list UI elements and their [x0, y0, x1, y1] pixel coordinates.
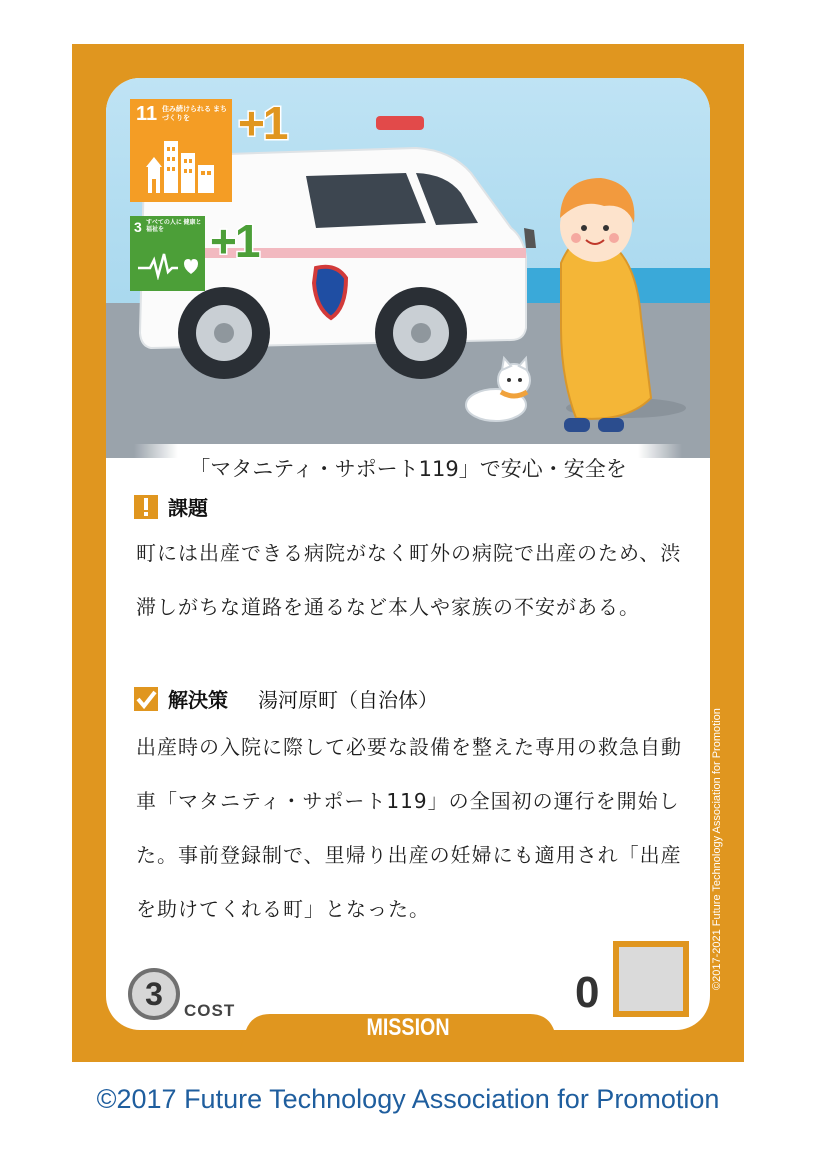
- solution-heading: [134, 684, 438, 713]
- heartbeat-icon: [138, 250, 198, 280]
- problem-text: 町には出産できる病院がなく町外の病院で出産のため、渋滞しがちな道路を通るなど本人や家族の不安がある。: [136, 541, 682, 619]
- footer-copyright: ©2017 Future Technology Association for Promotion: [96, 1084, 720, 1114]
- solution-heading-label: 解決策: [168, 688, 228, 712]
- sdg-11-number: 11: [136, 103, 158, 125]
- score-box-fill: [619, 947, 683, 1011]
- checkmark-icon: [134, 687, 158, 711]
- side-copyright-text: ©2017-2021 Future Technology Association for Promotion: [711, 708, 723, 990]
- banner-title: 「マタニティ・サポート119」で安心・安全を: [134, 444, 682, 492]
- problem-heading: [134, 492, 208, 521]
- cost-value: 3: [145, 975, 163, 1012]
- cost-badge: [128, 968, 180, 1020]
- problem-heading-label: 課題: [168, 496, 208, 520]
- sdg-11-bonus: +1: [238, 97, 287, 149]
- sdg-3-number: 3: [134, 219, 142, 235]
- exclamation-icon: [134, 495, 158, 519]
- solution-text: 出産時の入院に際して必要な設備を整えた専用の救急自動車「マタニティ・サポート119」の全国初の運行を開始した。事前登録制で、里帰り出産の妊婦にも適用され「出産を助けてくれる町」となった。: [136, 735, 682, 921]
- score-value: 0: [575, 968, 600, 1017]
- city-buildings-icon: [146, 135, 218, 195]
- sdg-3-bonus: +1: [210, 215, 259, 267]
- score-box: [613, 941, 689, 1017]
- sdg-3-badge: [130, 216, 205, 291]
- sdg-11-badge: [130, 99, 232, 202]
- card-type-label: MISSION: [366, 1014, 450, 1041]
- cost-label: COST: [184, 1001, 236, 1020]
- sdg-11-label: 住み続けられる まちづくりを: [162, 106, 227, 122]
- sdg-3-label: すべての人に 健康と福祉を: [146, 220, 202, 233]
- solution-organization: 湯河原町（自治体）: [258, 688, 438, 712]
